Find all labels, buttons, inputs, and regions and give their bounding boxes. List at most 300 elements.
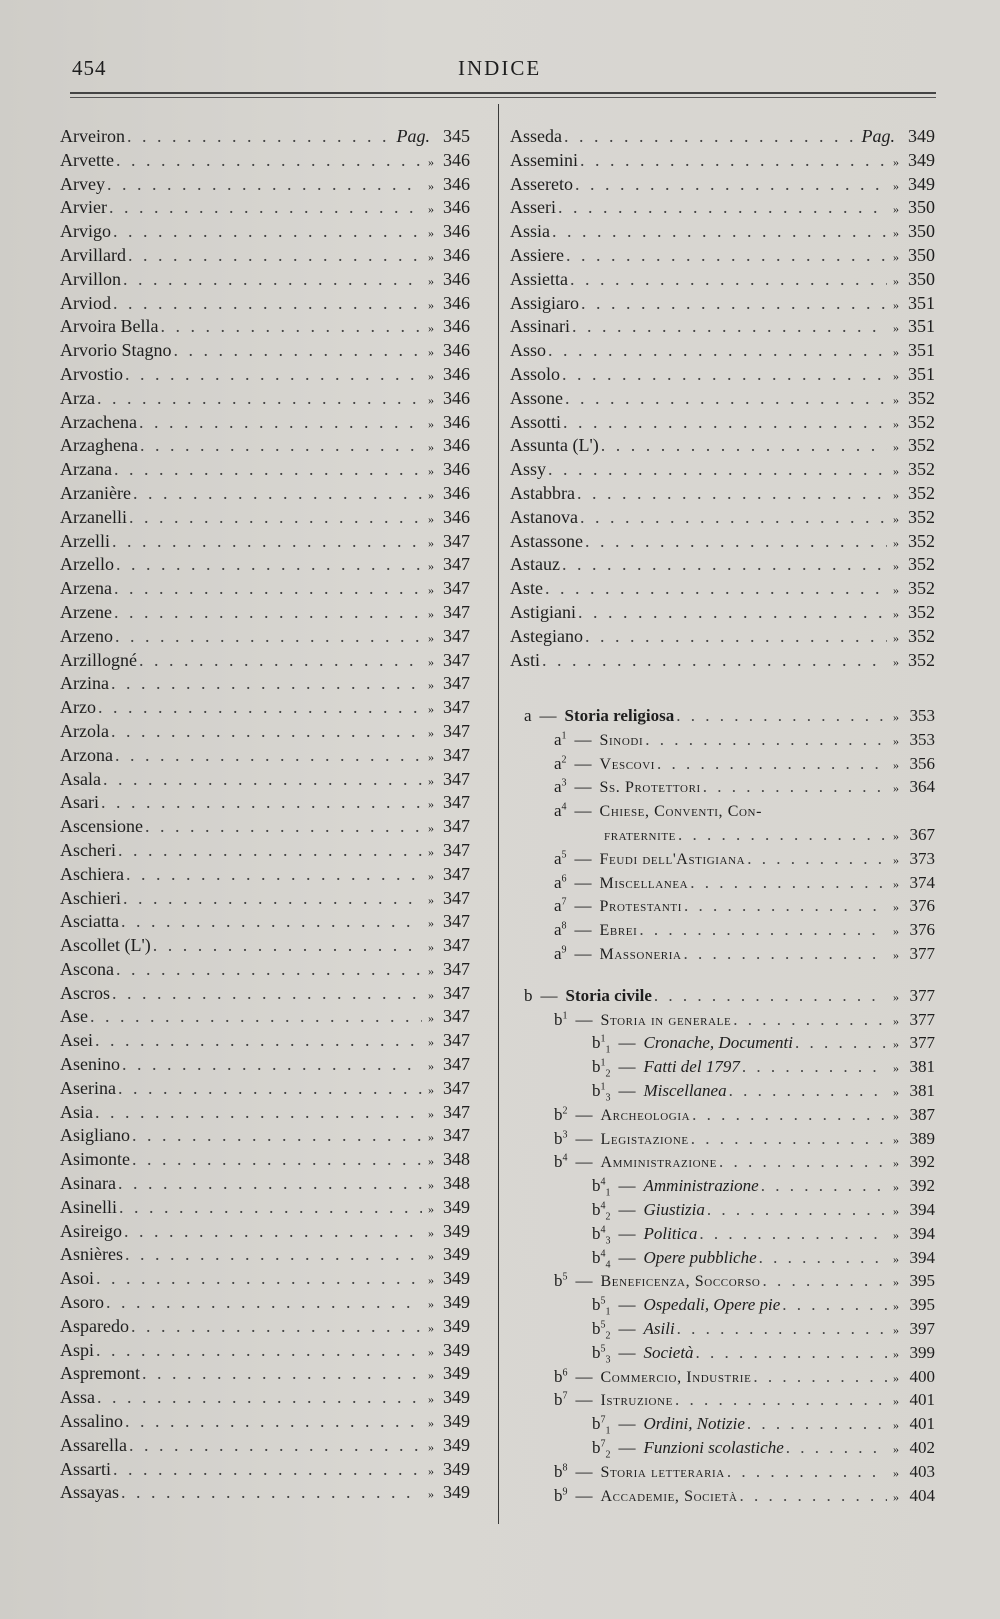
ditto-mark: » — [893, 345, 899, 360]
entry-name: Assinari — [510, 316, 570, 337]
section-dash: — — [575, 1485, 593, 1505]
ditto-mark: » — [428, 630, 434, 645]
index-entry — [60, 935, 470, 959]
section-dash: — — [574, 753, 592, 773]
entry-name: Assigiaro — [510, 292, 579, 313]
index-entry — [60, 1387, 470, 1411]
ditto-mark: » — [428, 963, 434, 978]
index-entry — [510, 316, 935, 340]
entry-page: 346 — [443, 292, 470, 313]
subsection-title: Amministrazione — [600, 1154, 717, 1172]
entry-page: 349 — [443, 1244, 470, 1265]
ditto-mark: » — [428, 1082, 434, 1097]
leader-dots — [733, 1010, 887, 1030]
ditto-mark: » — [428, 226, 434, 241]
section-page: 356 — [909, 753, 935, 773]
entry-name: Asciatta — [60, 911, 119, 932]
section-page: 392 — [909, 1152, 935, 1172]
subsection-letter: $b^7$ — [554, 1390, 568, 1410]
entry-page: 347 — [443, 649, 470, 670]
leader-dots — [122, 1054, 422, 1075]
ditto-mark: » — [428, 678, 434, 693]
entry-page: 351 — [908, 363, 935, 384]
section-title: Storia religiosa — [564, 706, 675, 725]
ditto-mark: » — [428, 1201, 434, 1216]
ditto-mark: » — [428, 559, 434, 574]
ditto-mark: » — [428, 1487, 434, 1502]
section-dash: — — [575, 1009, 593, 1029]
index-entry — [510, 197, 935, 221]
ditto-mark: » — [428, 1178, 434, 1193]
leader-dots — [101, 792, 422, 813]
entry-name: Arza — [60, 387, 95, 408]
section-dash: — — [575, 1152, 593, 1172]
section-dash: — — [575, 1390, 593, 1410]
leader-dots — [153, 935, 422, 956]
leader-dots — [761, 1176, 887, 1196]
entry-name: Asinara — [60, 1173, 116, 1194]
entry-name: Ascheri — [60, 839, 116, 860]
section-dash: — — [618, 1057, 636, 1077]
leader-dots — [116, 959, 422, 980]
index-entry — [510, 388, 935, 412]
leader-dots — [113, 293, 422, 314]
index-entry — [60, 959, 470, 983]
ditto-mark: » — [428, 1344, 434, 1359]
entry-name: Ascona — [60, 958, 114, 979]
entry-page: 347 — [443, 792, 470, 813]
index-entry — [60, 150, 470, 174]
section-entry — [524, 920, 935, 944]
section-dash: — — [574, 848, 592, 868]
subsubsection-title: Asili — [643, 1318, 675, 1338]
section-page: 377 — [909, 1033, 935, 1053]
index-entry — [60, 221, 470, 245]
index-entry — [60, 174, 470, 198]
entry-page: 347 — [443, 887, 470, 908]
ditto-mark: » — [893, 297, 899, 312]
section-page: 377 — [909, 985, 935, 1005]
entry-name: Ascros — [60, 982, 110, 1003]
section-dash: — — [574, 872, 592, 892]
entry-name: Ascensione — [60, 816, 143, 837]
index-entry — [60, 293, 470, 317]
section-entry — [524, 1271, 935, 1295]
leader-dots — [111, 721, 422, 742]
ditto-mark: » — [893, 989, 899, 1004]
index-entry — [60, 1006, 470, 1030]
leader-dots — [565, 388, 887, 409]
index-entry — [60, 1411, 470, 1435]
section-entry — [524, 777, 935, 801]
subsection-title: Sinodi — [599, 731, 644, 749]
index-entry — [60, 864, 470, 888]
entry-name: Asoi — [60, 1268, 95, 1289]
leader-dots — [677, 1319, 887, 1339]
section-page: 353 — [909, 706, 935, 725]
entry-name: Asireigo — [60, 1220, 122, 1241]
entry-page: 347 — [443, 958, 470, 979]
entry-name: Asti — [510, 649, 541, 670]
index-entry — [60, 1221, 470, 1245]
section-page: 373 — [909, 848, 935, 868]
section-dash: — — [618, 1176, 636, 1196]
leader-dots — [552, 221, 887, 242]
ditto-mark: » — [893, 924, 899, 939]
entry-page: 346 — [443, 221, 470, 242]
index-entry — [510, 269, 935, 293]
ditto-mark: » — [893, 1203, 899, 1218]
section-dash: — — [618, 1033, 636, 1053]
entry-page: 349 — [443, 1458, 470, 1479]
section-dash: — — [574, 943, 592, 963]
ditto-mark: » — [428, 487, 434, 502]
leader-dots — [125, 364, 422, 385]
index-entry — [60, 1102, 470, 1126]
entry-page: 349 — [443, 1315, 470, 1336]
leader-dots — [95, 1102, 422, 1123]
index-entry — [60, 1316, 470, 1340]
subsection-letter: $a^1$ — [554, 729, 567, 749]
leader-dots — [115, 626, 422, 647]
entry-name: Arvillard — [60, 244, 126, 265]
index-entry — [60, 626, 470, 650]
index-entry — [510, 435, 935, 459]
entry-page: 345 — [443, 126, 470, 146]
section-title: Storia civile — [565, 985, 652, 1005]
ditto-mark: » — [428, 1106, 434, 1121]
index-entry — [60, 792, 470, 816]
entry-page: 349 — [443, 1434, 470, 1455]
ditto-mark: » — [428, 345, 434, 360]
subsection-title: Istruzione — [600, 1392, 673, 1410]
leader-dots — [132, 1125, 422, 1146]
index-entry — [60, 435, 470, 459]
entry-name: Assayas — [60, 1482, 119, 1503]
ditto-mark: » — [428, 844, 434, 859]
entry-page: 347 — [443, 911, 470, 932]
index-entry — [60, 1030, 470, 1054]
leader-dots — [121, 1482, 422, 1503]
ditto-mark: » — [893, 1180, 899, 1195]
leader-dots — [113, 221, 422, 242]
leader-dots — [578, 602, 887, 623]
entry-page: 347 — [443, 768, 470, 789]
ditto-mark: » — [893, 249, 899, 264]
index-entry — [60, 1125, 470, 1149]
ditto-mark: » — [893, 1346, 899, 1361]
subsection-letter: $a^6$ — [554, 872, 567, 892]
leader-dots — [125, 1244, 422, 1265]
section-dash: — — [539, 706, 557, 725]
section-page: 399 — [909, 1342, 935, 1362]
entry-page: 347 — [443, 1101, 470, 1122]
entry-page: 347 — [443, 1125, 470, 1146]
ditto-mark: » — [893, 1132, 899, 1147]
subsubsection-title: Miscellanea — [643, 1080, 727, 1100]
entry-name: Arzelli — [60, 530, 110, 551]
entry-page: 347 — [443, 554, 470, 575]
ditto-mark: » — [428, 178, 434, 193]
entry-page: 350 — [908, 221, 935, 242]
entry-name: Aste — [510, 578, 543, 599]
ditto-mark: » — [428, 916, 434, 931]
entry-page: 352 — [908, 482, 935, 503]
section-index-column — [524, 706, 935, 1509]
subsection-title: Commercio, Industrie — [600, 1368, 752, 1386]
section-entry — [524, 1081, 935, 1105]
leader-dots — [563, 412, 887, 433]
ditto-mark: » — [893, 511, 899, 526]
leader-dots — [562, 554, 887, 575]
ditto-mark: » — [893, 1108, 899, 1123]
leader-dots — [762, 1271, 887, 1291]
leader-dots — [115, 745, 422, 766]
ditto-mark: » — [428, 464, 434, 479]
entry-name: Asparedo — [60, 1315, 129, 1336]
leader-dots — [759, 1248, 887, 1268]
section-page: 374 — [909, 872, 935, 892]
entry-name: Arzona — [60, 744, 113, 765]
entry-page: 347 — [443, 1054, 470, 1075]
leader-dots — [97, 388, 422, 409]
index-entry — [60, 412, 470, 436]
entry-name: Ase — [60, 1006, 88, 1027]
entry-page: 352 — [908, 601, 935, 622]
ditto-mark: » — [428, 154, 434, 169]
leader-dots — [118, 840, 422, 861]
section-letter: a — [524, 706, 532, 725]
entry-page: 349 — [443, 1292, 470, 1313]
leader-dots — [570, 269, 887, 290]
section-entry — [524, 1367, 935, 1391]
entry-page: 352 — [908, 435, 935, 456]
index-entry — [60, 1244, 470, 1268]
entry-name: Assarti — [60, 1458, 111, 1479]
index-entry — [60, 1482, 470, 1506]
subsection-letter: $b^2$ — [554, 1104, 568, 1124]
entry-name: Assietta — [510, 268, 568, 289]
index-entry — [510, 650, 935, 674]
entry-name: Assalino — [60, 1411, 123, 1432]
ditto-mark: » — [428, 202, 434, 217]
entry-name: Asari — [60, 792, 99, 813]
entry-page: 349 — [443, 1268, 470, 1289]
section-page: 394 — [909, 1247, 935, 1267]
subsubsection-title: Ospedali, Opere pie — [643, 1295, 781, 1315]
ditto-mark: » — [428, 654, 434, 669]
leader-dots — [127, 126, 395, 147]
entry-page: 347 — [443, 863, 470, 884]
entry-name: Assa — [60, 1387, 95, 1408]
section-entry — [524, 1414, 935, 1438]
subsection-title: Beneficenza, Soccorso — [600, 1273, 761, 1291]
subsubsection-title: Funzioni scolastiche — [643, 1437, 784, 1457]
ditto-mark: » — [893, 1061, 899, 1076]
leader-dots — [139, 412, 422, 433]
subsubsection-title: Politica — [643, 1223, 698, 1243]
entry-name: Ascollet (L') — [60, 935, 151, 956]
section-dash: — — [618, 1414, 636, 1434]
section-page: 392 — [909, 1176, 935, 1196]
entry-page: 346 — [443, 268, 470, 289]
entry-page: 351 — [908, 292, 935, 313]
subsection-letter: $a^3$ — [554, 777, 567, 797]
entry-page: 346 — [443, 506, 470, 527]
ditto-mark: » — [428, 892, 434, 907]
section-letter: b — [524, 985, 533, 1005]
entry-page: 347 — [443, 625, 470, 646]
leader-dots — [676, 706, 887, 726]
entry-name: Asigliano — [60, 1125, 130, 1146]
index-entry — [60, 388, 470, 412]
leader-dots — [119, 1197, 422, 1218]
subsubsection-letter: $b^5_1$ — [592, 1295, 611, 1318]
entry-name: Astanova — [510, 506, 578, 527]
entry-page: 349 — [908, 173, 935, 194]
subsection-letter: $b^1$ — [554, 1009, 568, 1029]
section-page: 394 — [909, 1223, 935, 1243]
section-dash: — — [574, 920, 592, 940]
index-entry — [60, 578, 470, 602]
ditto-mark: » — [428, 1249, 434, 1264]
index-entry — [60, 364, 470, 388]
section-entry — [524, 754, 935, 778]
section-spacer — [524, 968, 935, 986]
entry-page: 349 — [443, 1220, 470, 1241]
index-entry — [60, 507, 470, 531]
ditto-mark: » — [893, 630, 899, 645]
section-page: 401 — [909, 1414, 935, 1434]
subsection-letter: $b^5$ — [554, 1271, 568, 1291]
leader-dots — [123, 888, 422, 909]
leader-dots — [132, 1149, 422, 1170]
ditto-mark: » — [428, 511, 434, 526]
entry-page: 346 — [443, 435, 470, 456]
entry-name: Assemini — [510, 149, 579, 170]
leader-dots — [558, 197, 887, 218]
ditto-mark: » — [893, 733, 899, 748]
section-entry — [524, 1200, 935, 1224]
subsubsection-letter: $b^7_1$ — [592, 1414, 611, 1437]
section-page: 404 — [909, 1485, 935, 1505]
section-entry — [524, 1343, 935, 1367]
section-entry — [524, 706, 935, 730]
entry-name: Arzene — [60, 601, 112, 622]
ditto-mark: » — [893, 1489, 899, 1504]
section-dash: — — [618, 1247, 636, 1267]
section-entry — [524, 873, 935, 897]
ditto-mark: » — [893, 1418, 899, 1433]
entry-name: Astegiano — [510, 625, 583, 646]
leader-dots — [657, 754, 887, 774]
leader-dots — [742, 1057, 887, 1077]
leader-dots — [145, 816, 422, 837]
subsection-letter: $b^6$ — [554, 1366, 568, 1386]
entry-name: Astigiani — [510, 601, 576, 622]
ditto-mark: » — [428, 1011, 434, 1026]
index-entry — [60, 602, 470, 626]
ditto-mark: » — [428, 1059, 434, 1074]
section-dash: — — [618, 1199, 636, 1219]
leader-dots — [719, 1152, 887, 1172]
section-entry — [524, 1224, 935, 1248]
leader-dots — [116, 554, 422, 575]
entry-page: 346 — [443, 411, 470, 432]
section-dash: — — [618, 1080, 636, 1100]
entry-name: Arzachena — [60, 411, 137, 432]
leader-dots — [782, 1295, 887, 1315]
entry-page: 346 — [443, 459, 470, 480]
ditto-mark: » — [893, 606, 899, 621]
leader-dots — [133, 483, 422, 504]
ditto-mark: » — [893, 535, 899, 550]
entry-page: 349 — [443, 1387, 470, 1408]
leader-dots — [564, 126, 860, 147]
entry-page: 347 — [443, 935, 470, 956]
column-divider — [498, 104, 499, 1524]
section-dash: — — [575, 1128, 593, 1148]
leader-dots — [548, 459, 887, 480]
index-entry — [60, 650, 470, 674]
leader-dots — [707, 1200, 887, 1220]
entry-page: 347 — [443, 673, 470, 694]
ditto-mark: » — [893, 654, 899, 669]
entry-page: 352 — [908, 387, 935, 408]
ditto-mark: » — [893, 1251, 899, 1266]
section-dash: — — [618, 1437, 636, 1457]
ditto-mark: » — [893, 440, 899, 455]
entry-name: Asseri — [510, 197, 556, 218]
section-dash: — — [618, 1318, 636, 1338]
entry-page: 347 — [443, 578, 470, 599]
leader-dots — [562, 364, 887, 385]
leader-dots — [96, 1268, 422, 1289]
header-rule-thin — [70, 97, 936, 98]
ditto-mark: » — [428, 868, 434, 883]
index-entry — [510, 293, 935, 317]
leader-dots — [114, 602, 422, 623]
leader-dots — [786, 1438, 887, 1458]
entry-name: Assereto — [510, 173, 573, 194]
index-entry — [510, 483, 935, 507]
ditto-mark: » — [893, 154, 899, 169]
index-entry — [60, 769, 470, 793]
entry-page: 347 — [443, 1077, 470, 1098]
index-entry — [60, 673, 470, 697]
entry-name: Assia — [510, 221, 550, 242]
ditto-mark: » — [893, 202, 899, 217]
ditto-mark: » — [428, 702, 434, 717]
subsection-title: Accademie, Società — [600, 1487, 738, 1505]
leader-dots — [109, 197, 422, 218]
leader-dots — [729, 1081, 887, 1101]
leader-dots — [753, 1367, 887, 1387]
ditto-mark: » — [428, 606, 434, 621]
leader-dots — [645, 730, 887, 750]
ditto-mark: » — [893, 876, 899, 891]
index-entry — [60, 1340, 470, 1364]
entry-name: Arveiron — [60, 126, 125, 146]
leader-dots — [545, 578, 887, 599]
ditto-mark: » — [428, 1416, 434, 1431]
leader-dots — [692, 1105, 887, 1125]
entry-name: Arzanelli — [60, 506, 127, 527]
leader-dots — [585, 626, 887, 647]
section-page: 367 — [909, 824, 935, 844]
ditto-mark: » — [893, 464, 899, 479]
section-entry — [524, 986, 935, 1010]
